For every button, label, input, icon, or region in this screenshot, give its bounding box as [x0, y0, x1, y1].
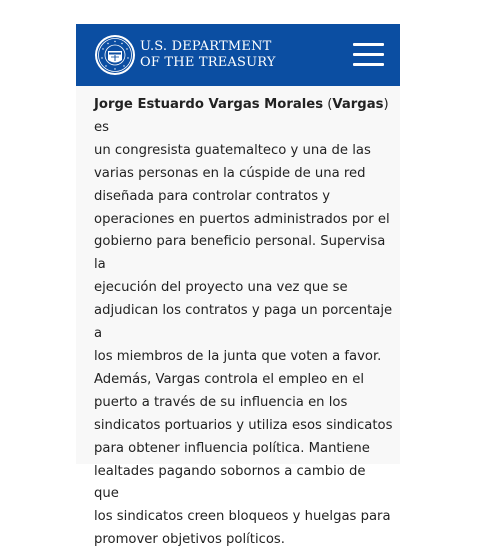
- menu-bar-middle: [353, 53, 384, 56]
- article-line: adjudican los contratos y paga un porcentaje a: [94, 303, 393, 342]
- brand-line-1: U.S. DEPARTMENT: [140, 39, 272, 54]
- site-header: [76, 24, 400, 86]
- hamburger-menu-icon[interactable]: [353, 43, 384, 67]
- article-line: promover objetivos políticos.: [94, 532, 285, 548]
- article-line: Además, Vargas controla el empleo en el: [94, 371, 365, 387]
- menu-bar-bottom: [353, 63, 384, 66]
- article-line: ejecución del proyecto una vez que se: [94, 280, 348, 296]
- brand-line-2: OF THE TREASURY: [140, 55, 276, 70]
- article-line: los miembros de la junta que voten a favor.: [94, 348, 382, 364]
- article-line: sindicatos portuarios y utiliza esos sindicatos: [94, 417, 393, 433]
- person-name: Jorge Estuardo Vargas Morales: [94, 97, 324, 112]
- article-line-text: es: [94, 119, 109, 135]
- article-line: varias personas en la cúspide de una red: [94, 165, 366, 181]
- article-line: los sindicatos creen bloqueos y huelgas para: [94, 509, 391, 525]
- article-body: [94, 94, 394, 552]
- site-brand[interactable]: [140, 39, 276, 71]
- article-line: lealtades pagando sobornos a cambio de que: [94, 463, 366, 502]
- article-line: gobierno para beneficio personal. Supervisa la: [94, 234, 386, 273]
- person-alias: Vargas: [332, 97, 384, 112]
- article-line: Jorge Estuardo Vargas Morales (Vargas) es: [94, 97, 389, 135]
- menu-bar-top: [353, 43, 384, 46]
- article-line: diseñada para controlar contratos y: [94, 188, 331, 204]
- article-line: para obtener influencia política. Mantiene: [94, 440, 370, 456]
- article-card: [76, 24, 400, 548]
- article-line: un congresista guatemalteco y una de las: [94, 142, 371, 158]
- treasury-seal-icon[interactable]: [94, 34, 136, 76]
- article-line: operaciones en puertos administrados por el: [94, 211, 390, 227]
- article-line: puerto a través de su influencia en los: [94, 394, 348, 410]
